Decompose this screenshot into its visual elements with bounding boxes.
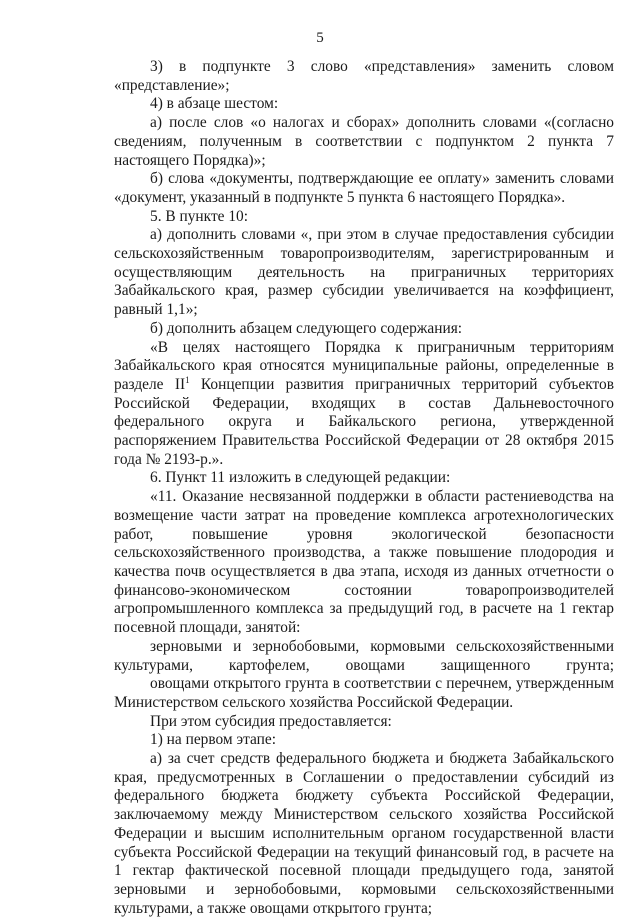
paragraph-first-stage: 1) на первом этапе: — [150, 731, 276, 749]
paragraph-point-11-intro: «11. Оказание несвязанной поддержки в области растениеводства на возмещение части затрат на проведение комплекса агротехнологических работ, повышение уровня экологической безопасности сельскохозяйственного производства, а также повышение плодородия и качества почв осуществляется в два этапа, исходя из данных отчетности о финансово-экономическом состоянии товаропроизводителей агропромышленного комплекса за предыдущий год, в расчете на 1 гектар посевной площади, занятой: — [114, 488, 614, 637]
paragraph-item-4b: б) слова «документы, подтверждающие ее оплату» заменить словами «документ, указанный в подпункте 5 пункта 6 настоящего Порядка». — [114, 170, 614, 206]
page-number: 5 — [316, 30, 324, 46]
paragraph-item-3: 3) в подпункте 3 слово «представления» заменить словом «представление»; — [114, 58, 614, 94]
paragraph-point-5: 5. В пункте 10: — [150, 207, 249, 225]
paragraph-first-stage-a: а) за счет средств федерального бюджета и бюджета Забайкальского края, предусмотренных в Соглашении о предоставлении субсидий из федерального бюджета бюджету субъекта Российской Федерации, заключаемому между Министерством сельского хозяйства Российской Федерации и высшим исполнительным органом государственной власти субъекта Российской Федерации на текущий финансовый год, в расчете на 1 гектар фактической посевной площади предыдущего года, занятой зерновыми и зернобобовыми, кормовыми сельскохозяйственными культурами, а также овощами открытого грунта; — [114, 750, 614, 917]
border-territories-text-start: «В целях настоящего Порядка к приграничным территориям Забайкальского края относятся муниципальные районы, определенные в разделе II — [114, 338, 614, 393]
paragraph-point-6: 6. Пункт 11 изложить в следующей редакции: — [150, 469, 451, 487]
paragraph-item-4: 4) в абзаце шестом: — [150, 95, 279, 113]
paragraph-point-5b: б) дополнить абзацем следующего содержания: — [150, 319, 463, 337]
paragraph-item-4a: а) после слов «о налогах и сборах» дополнить словами «(согласно сведениям, полученным в соответствии с подпунктом 2 пункта 7 настоящего Порядка)»; — [114, 114, 614, 169]
paragraph-subsidy-provided: При этом субсидия предоставляется: — [150, 712, 392, 730]
section-superscript: 1 — [185, 374, 190, 385]
document-body — [114, 58, 614, 918]
border-territories-text-end: Концепции развития приграничных территорий субъектов Российской Федерации, входящих в состав Дальневосточного федерального округа и Байкальского региона, утвержденной распоряжением Правительства Российской Федерации от 28 октября 2015 года № 2193-р.». — [114, 375, 614, 468]
paragraph-crops-grain: зерновыми и зернобобовыми, кормовыми сельскохозяйственными культурами, картофелем, овощами защищенного грунта; — [114, 637, 614, 674]
paragraph-crops-vegetables: овощами открытого грунта в соответствии с перечнем, утвержденным Министерством сельского хозяйства Российской Федерации. — [114, 675, 614, 711]
paragraph-point-5a: а) дополнить словами «, при этом в случае предоставления субсидии сельскохозяйственным товаропроизводителям, зарегистрированным и осуществляющим деятельность на приграничных территориях Забайкальского края, размер субсидии увеличивается на коэффициент, равный 1,1»; — [114, 226, 614, 319]
paragraph-border-territories — [114, 339, 614, 470]
